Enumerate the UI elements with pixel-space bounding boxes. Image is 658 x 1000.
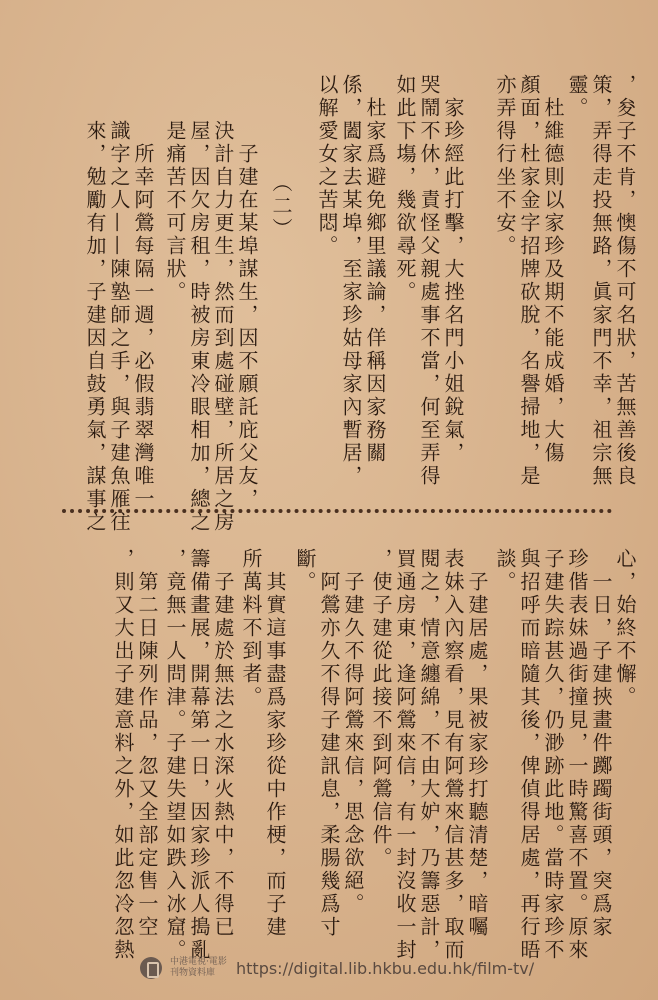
bottom-col-12: 子建久不得阿鶯來信，思念欲絕。 <box>341 548 365 916</box>
bottom-col-6: 談。 <box>493 548 517 594</box>
top-col-2: 策，弄得走投無路，眞家門不幸，祖宗無 <box>589 74 613 488</box>
source-url[interactable]: https://digital.lib.hkbu.edu.hk/film-tv/ <box>236 958 535 978</box>
library-logo-icon <box>140 957 162 979</box>
bottom-col-10: 買通房東，逢阿鶯來信，有一封沒收一封 <box>393 548 417 962</box>
bottom-col-4: 子建失踪甚久，仍渺跡此地。當時家珍不 <box>541 548 565 962</box>
top-col-3: 靈。 <box>565 74 589 120</box>
top-col-16: 屋，因欠房租，時被房東冷眼相加，總之 <box>187 120 211 534</box>
top-col-12: 以解愛女之苦悶。 <box>315 74 339 258</box>
section-divider <box>62 509 612 513</box>
bottom-col-5: 與招呼而暗隨其後，俾偵得居處，再行晤 <box>517 548 541 962</box>
bottom-col-2: 一日，子建挾畫件躑躅街頭，突爲家 <box>589 548 613 939</box>
bottom-col-17: 子建處於無法之水深火熱中，不得已 <box>211 548 235 939</box>
top-col-6: 亦弄得行坐不安。 <box>493 74 517 258</box>
top-col-15: 決計自力更生，然而到處碰壁，所居之房 <box>211 120 235 534</box>
top-col-17: 是痛苦不可言狀。 <box>163 120 187 304</box>
bottom-col-14: 斷。 <box>293 548 317 594</box>
bottom-col-21: ，則又大出子建意料之外，如此忽冷忽熱 <box>111 548 135 962</box>
top-col-11: 係，闔家去某埠，至家珍姑母家內暫居， <box>339 74 363 488</box>
bottom-col-15: 其實這事盡爲家珍從中作梗，而子建 <box>263 548 287 939</box>
top-col-4: 杜維德則以家珍及期不能成婚，大傷 <box>541 74 565 465</box>
bottom-col-9: 閱之，情意纏綿，不由大妒，乃籌惡計， <box>417 548 441 962</box>
top-col-19: 識字之人——陳塾師之手，與子建魚雁往 <box>107 120 131 534</box>
top-col-10: 杜家爲避免鄉里議論，佯稱因家務關 <box>363 74 387 465</box>
top-col-20: 來，勉勵有加，子建因自鼓勇氣，謀事之 <box>83 120 107 534</box>
top-col-9: 如此下塲，幾欲尋死。 <box>393 74 417 304</box>
footer-watermark <box>140 953 610 983</box>
bottom-col-3: 珍偕表妹過街撞見，一時驚喜不置。原來 <box>565 548 589 962</box>
bottom-col-13: 阿鶯亦久不得子建訊息，柔腸幾爲寸 <box>317 548 341 939</box>
top-col-5: 顏面，杜家金字招牌砍脫，名譽掃地，是 <box>517 74 541 488</box>
bottom-col-16: 所萬料不到者。 <box>239 548 263 709</box>
bottom-col-11: ，使子建從此接不到阿鶯信件。 <box>369 548 393 870</box>
logo-text: 中港電視·電影 刊物資料庫 <box>170 957 227 978</box>
top-col-1: ，夋子不肯，懊傷不可名狀，苦無善後良 <box>613 74 637 488</box>
bottom-col-8: 表妹入內察看，見有阿鶯來信甚多，取而 <box>441 548 465 962</box>
top-col-7: 家珍經此打擊，大挫名門小姐銳氣， <box>441 74 465 465</box>
bottom-col-20: 第二日陳列作品，忽又全部定售一空 <box>135 548 159 939</box>
top-col-8: 哭鬧不休，責怪父親處事不當，何至弄得 <box>417 74 441 488</box>
bottom-col-19: ，竟無一人問津。子建失望如跌入冰窟。 <box>163 548 187 962</box>
bottom-col-18: 籌備畫展，開幕第一日，因家珍派人搗亂 <box>187 548 211 962</box>
top-col-18: 所幸阿鶯每隔一週，必假翡翠灣唯一 <box>131 120 155 511</box>
bottom-col-7: 子建居處，果被家珍打聽清楚，暗囑 <box>465 548 489 939</box>
section-number: （二） <box>269 172 293 241</box>
top-col-14: 子建在某埠謀生，因不願託庇父友， <box>235 120 259 511</box>
bottom-col-1: 心，始終不懈。 <box>613 548 637 709</box>
